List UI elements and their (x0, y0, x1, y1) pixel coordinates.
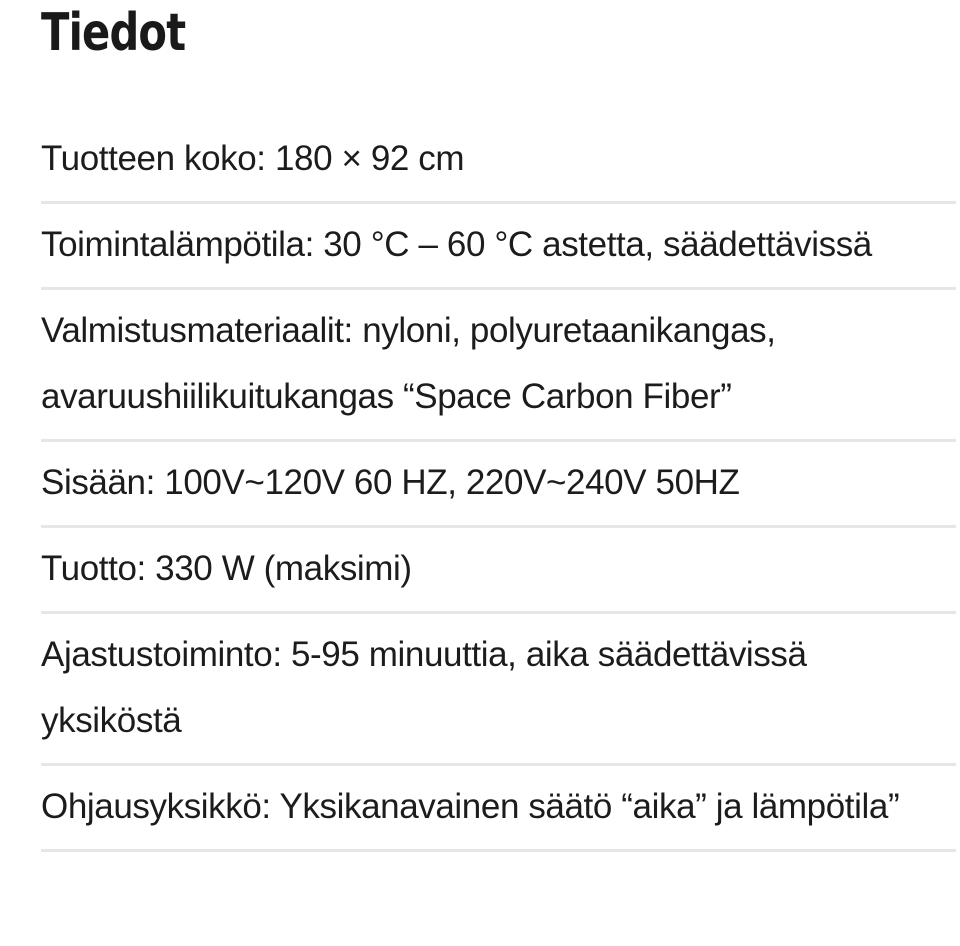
spec-item-output-power: Tuotto: 330 W (maksimi) (41, 528, 956, 614)
spec-item-size: Tuotteen koko: 180 × 92 cm (41, 126, 956, 204)
spec-item-control-unit: Ohjausyksikkö: Yksikanavainen säätö “aika” ja lämpötila” (41, 766, 956, 852)
spec-list (41, 126, 956, 852)
section-title: Tiedot (41, 3, 186, 63)
spec-item-input-voltage: Sisään: 100V~120V 60 HZ, 220V~240V 50HZ (41, 442, 956, 528)
spec-item-operating-temperature: Toimintalämpötila: 30 °C – 60 °C astetta, säädettävissä (41, 204, 956, 290)
spec-item-materials: Valmistusmateriaalit: nyloni, polyuretaanikangas, avaruushiilikuitukangas “Space Carbon Fiber” (41, 290, 956, 442)
spec-item-timer: Ajastustoiminto: 5-95 minuuttia, aika säädettävissä yksiköstä (41, 614, 956, 766)
